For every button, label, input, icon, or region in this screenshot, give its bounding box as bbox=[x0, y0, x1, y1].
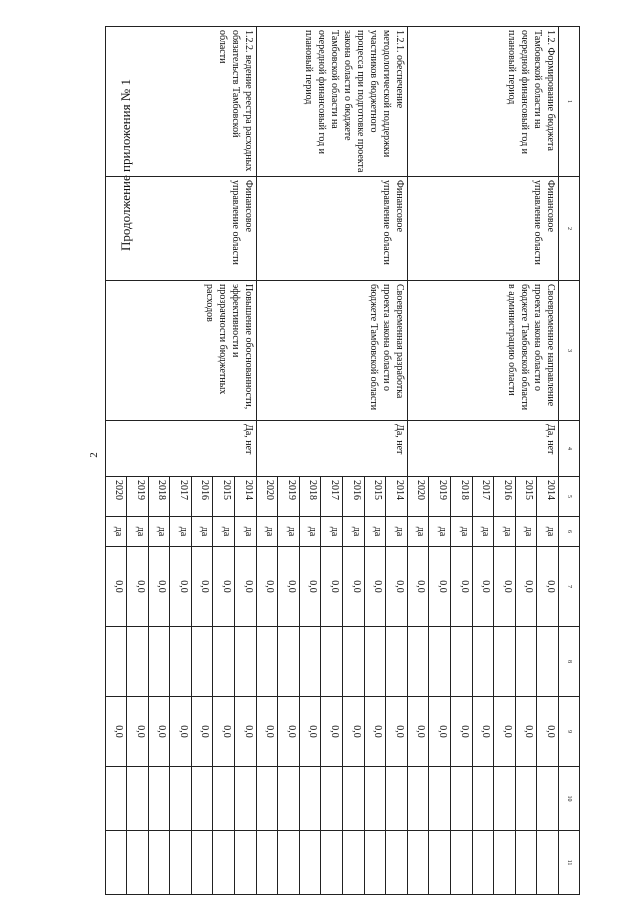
value-cell: 0,0 bbox=[299, 697, 321, 767]
year-cell: 2019 bbox=[127, 477, 149, 517]
executor-cell: Финансовое управление области bbox=[256, 177, 407, 281]
column-number: 9 bbox=[559, 697, 580, 767]
value-cell: 0,0 bbox=[213, 547, 235, 627]
empty-cell bbox=[299, 831, 321, 895]
empty-cell bbox=[170, 627, 192, 697]
year-cell: 2017 bbox=[170, 477, 192, 517]
plan-value-cell: да bbox=[451, 517, 473, 547]
column-number: 3 bbox=[559, 281, 580, 421]
empty-cell bbox=[148, 627, 170, 697]
value-cell: 0,0 bbox=[364, 697, 386, 767]
empty-cell bbox=[191, 767, 213, 831]
empty-cell bbox=[494, 831, 516, 895]
year-cell: 2014 bbox=[235, 477, 257, 517]
value-cell: 0,0 bbox=[191, 697, 213, 767]
column-number: 5 bbox=[559, 477, 580, 517]
empty-cell bbox=[515, 627, 537, 697]
empty-cell bbox=[213, 627, 235, 697]
empty-cell bbox=[386, 627, 408, 697]
value-cell: 0,0 bbox=[451, 547, 473, 627]
empty-cell bbox=[278, 767, 300, 831]
empty-cell bbox=[105, 627, 127, 697]
empty-cell bbox=[343, 831, 365, 895]
program-table bbox=[105, 26, 580, 895]
empty-cell bbox=[191, 831, 213, 895]
value-cell: 0,0 bbox=[321, 547, 343, 627]
column-number: 7 bbox=[559, 547, 580, 627]
value-cell: 0,0 bbox=[407, 547, 429, 627]
year-cell: 2015 bbox=[364, 477, 386, 517]
value-cell: 0,0 bbox=[256, 547, 278, 627]
empty-cell bbox=[278, 831, 300, 895]
value-cell: 0,0 bbox=[343, 547, 365, 627]
year-cell: 2020 bbox=[256, 477, 278, 517]
empty-cell bbox=[235, 831, 257, 895]
plan-value-cell: да bbox=[235, 517, 257, 547]
plan-value-cell: да bbox=[148, 517, 170, 547]
empty-cell bbox=[299, 767, 321, 831]
year-cell: 2015 bbox=[213, 477, 235, 517]
empty-cell bbox=[451, 767, 473, 831]
indicator-cell: Повышение обоснованности, эффективности и прозрачности бюджетных расходов bbox=[105, 281, 256, 421]
empty-cell bbox=[127, 831, 149, 895]
empty-cell bbox=[386, 767, 408, 831]
empty-cell bbox=[407, 627, 429, 697]
year-cell: 2016 bbox=[494, 477, 516, 517]
empty-cell bbox=[429, 767, 451, 831]
empty-cell bbox=[256, 767, 278, 831]
year-cell: 2020 bbox=[407, 477, 429, 517]
value-cell: 0,0 bbox=[105, 547, 127, 627]
year-cell: 2014 bbox=[386, 477, 408, 517]
plan-value-cell: да bbox=[343, 517, 365, 547]
plan-value-cell: да bbox=[256, 517, 278, 547]
value-cell: 0,0 bbox=[256, 697, 278, 767]
value-cell: 0,0 bbox=[299, 547, 321, 627]
empty-cell bbox=[537, 767, 559, 831]
year-cell: 2018 bbox=[451, 477, 473, 517]
empty-cell bbox=[472, 767, 494, 831]
empty-cell bbox=[515, 831, 537, 895]
plan-value-cell: да bbox=[364, 517, 386, 547]
column-number: 11 bbox=[559, 831, 580, 895]
unit-cell: Да, нет bbox=[407, 421, 558, 477]
year-cell: 2018 bbox=[299, 477, 321, 517]
value-cell: 0,0 bbox=[321, 697, 343, 767]
column-number-row bbox=[559, 27, 580, 895]
empty-cell bbox=[278, 627, 300, 697]
empty-cell bbox=[343, 627, 365, 697]
value-cell: 0,0 bbox=[148, 547, 170, 627]
column-number: 4 bbox=[559, 421, 580, 477]
indicator-cell: Своевременная разработка проекта закона области о бюджете Тамбовской области bbox=[256, 281, 407, 421]
year-cell: 2017 bbox=[472, 477, 494, 517]
year-cell: 2019 bbox=[429, 477, 451, 517]
empty-cell bbox=[494, 767, 516, 831]
unit-cell: Да, нет bbox=[256, 421, 407, 477]
empty-cell bbox=[451, 627, 473, 697]
event-name-cell: 1.2.2. ведение реестра расходных обязательств Тамбовской области bbox=[105, 27, 256, 177]
plan-value-cell: да bbox=[515, 517, 537, 547]
empty-cell bbox=[364, 627, 386, 697]
plan-value-cell: да bbox=[127, 517, 149, 547]
empty-cell bbox=[407, 767, 429, 831]
indicator-cell: Своевременное направление проекта закона области о бюджете Тамбовской области в администрацию области bbox=[407, 281, 558, 421]
plan-value-cell: да bbox=[299, 517, 321, 547]
table-row bbox=[235, 27, 257, 895]
value-cell: 0,0 bbox=[235, 697, 257, 767]
year-cell: 2019 bbox=[278, 477, 300, 517]
empty-cell bbox=[235, 767, 257, 831]
empty-cell bbox=[235, 627, 257, 697]
column-number: 6 bbox=[559, 517, 580, 547]
empty-cell bbox=[213, 767, 235, 831]
empty-cell bbox=[472, 831, 494, 895]
empty-cell bbox=[364, 767, 386, 831]
value-cell: 0,0 bbox=[515, 547, 537, 627]
empty-cell bbox=[256, 831, 278, 895]
empty-cell bbox=[148, 767, 170, 831]
value-cell: 0,0 bbox=[429, 547, 451, 627]
value-cell: 0,0 bbox=[343, 697, 365, 767]
value-cell: 0,0 bbox=[451, 697, 473, 767]
empty-cell bbox=[472, 627, 494, 697]
empty-cell bbox=[321, 767, 343, 831]
value-cell: 0,0 bbox=[429, 697, 451, 767]
table-row bbox=[537, 27, 559, 895]
value-cell: 0,0 bbox=[235, 547, 257, 627]
year-cell: 2020 bbox=[105, 477, 127, 517]
column-number: 1 bbox=[559, 27, 580, 177]
empty-cell bbox=[407, 831, 429, 895]
value-cell: 0,0 bbox=[213, 697, 235, 767]
table-body bbox=[105, 27, 558, 895]
empty-cell bbox=[494, 627, 516, 697]
plan-value-cell: да bbox=[472, 517, 494, 547]
plan-value-cell: да bbox=[386, 517, 408, 547]
value-cell: 0,0 bbox=[472, 547, 494, 627]
page-number: 2 bbox=[88, 452, 100, 458]
year-cell: 2014 bbox=[537, 477, 559, 517]
value-cell: 0,0 bbox=[278, 697, 300, 767]
year-cell: 2016 bbox=[191, 477, 213, 517]
plan-value-cell: да bbox=[407, 517, 429, 547]
value-cell: 0,0 bbox=[191, 547, 213, 627]
value-cell: 0,0 bbox=[537, 697, 559, 767]
value-cell: 0,0 bbox=[386, 697, 408, 767]
plan-value-cell: да bbox=[494, 517, 516, 547]
empty-cell bbox=[321, 627, 343, 697]
empty-cell bbox=[256, 627, 278, 697]
empty-cell bbox=[170, 767, 192, 831]
continuation-label: Продолжение приложения № 1 bbox=[118, 79, 133, 251]
empty-cell bbox=[515, 767, 537, 831]
value-cell: 0,0 bbox=[472, 697, 494, 767]
value-cell: 0,0 bbox=[278, 547, 300, 627]
value-cell: 0,0 bbox=[127, 697, 149, 767]
value-cell: 0,0 bbox=[148, 697, 170, 767]
year-cell: 2017 bbox=[321, 477, 343, 517]
empty-cell bbox=[386, 831, 408, 895]
plan-value-cell: да bbox=[278, 517, 300, 547]
value-cell: 0,0 bbox=[537, 547, 559, 627]
empty-cell bbox=[213, 831, 235, 895]
year-cell: 2016 bbox=[343, 477, 365, 517]
value-cell: 0,0 bbox=[364, 547, 386, 627]
empty-cell bbox=[537, 627, 559, 697]
empty-cell bbox=[127, 767, 149, 831]
empty-cell bbox=[451, 831, 473, 895]
unit-cell: Да, нет bbox=[105, 421, 256, 477]
empty-cell bbox=[299, 627, 321, 697]
empty-cell bbox=[148, 831, 170, 895]
empty-cell bbox=[321, 831, 343, 895]
value-cell: 0,0 bbox=[494, 697, 516, 767]
plan-value-cell: да bbox=[105, 517, 127, 547]
year-cell: 2015 bbox=[515, 477, 537, 517]
empty-cell bbox=[429, 627, 451, 697]
column-number: 10 bbox=[559, 767, 580, 831]
plan-value-cell: да bbox=[213, 517, 235, 547]
value-cell: 0,0 bbox=[386, 547, 408, 627]
value-cell: 0,0 bbox=[515, 697, 537, 767]
empty-cell bbox=[191, 627, 213, 697]
empty-cell bbox=[105, 767, 127, 831]
column-number: 2 bbox=[559, 177, 580, 281]
empty-cell bbox=[105, 831, 127, 895]
column-number: 8 bbox=[559, 627, 580, 697]
value-cell: 0,0 bbox=[494, 547, 516, 627]
empty-cell bbox=[429, 831, 451, 895]
empty-cell bbox=[364, 831, 386, 895]
plan-value-cell: да bbox=[537, 517, 559, 547]
value-cell: 0,0 bbox=[170, 547, 192, 627]
executor-cell: Финансовое управление области bbox=[105, 177, 256, 281]
value-cell: 0,0 bbox=[407, 697, 429, 767]
executor-cell: Финансовое управление области bbox=[407, 177, 558, 281]
event-name-cell: 1.2. Формирование бюджета Тамбовской области на очередной финансовый год и плановый период bbox=[407, 27, 558, 177]
empty-cell bbox=[343, 767, 365, 831]
plan-value-cell: да bbox=[170, 517, 192, 547]
year-cell: 2018 bbox=[148, 477, 170, 517]
empty-cell bbox=[537, 831, 559, 895]
value-cell: 0,0 bbox=[127, 547, 149, 627]
plan-value-cell: да bbox=[321, 517, 343, 547]
plan-value-cell: да bbox=[429, 517, 451, 547]
value-cell: 0,0 bbox=[170, 697, 192, 767]
table-row bbox=[386, 27, 408, 895]
empty-cell bbox=[170, 831, 192, 895]
plan-value-cell: да bbox=[191, 517, 213, 547]
value-cell: 0,0 bbox=[105, 697, 127, 767]
empty-cell bbox=[127, 627, 149, 697]
event-name-cell: 1.2.1. обеспечение методологической поддержки участников бюджетного процесса при подготовке проекта закона области о бюджете Тамбовской области на очередной финансовый год и плановый период bbox=[256, 27, 407, 177]
